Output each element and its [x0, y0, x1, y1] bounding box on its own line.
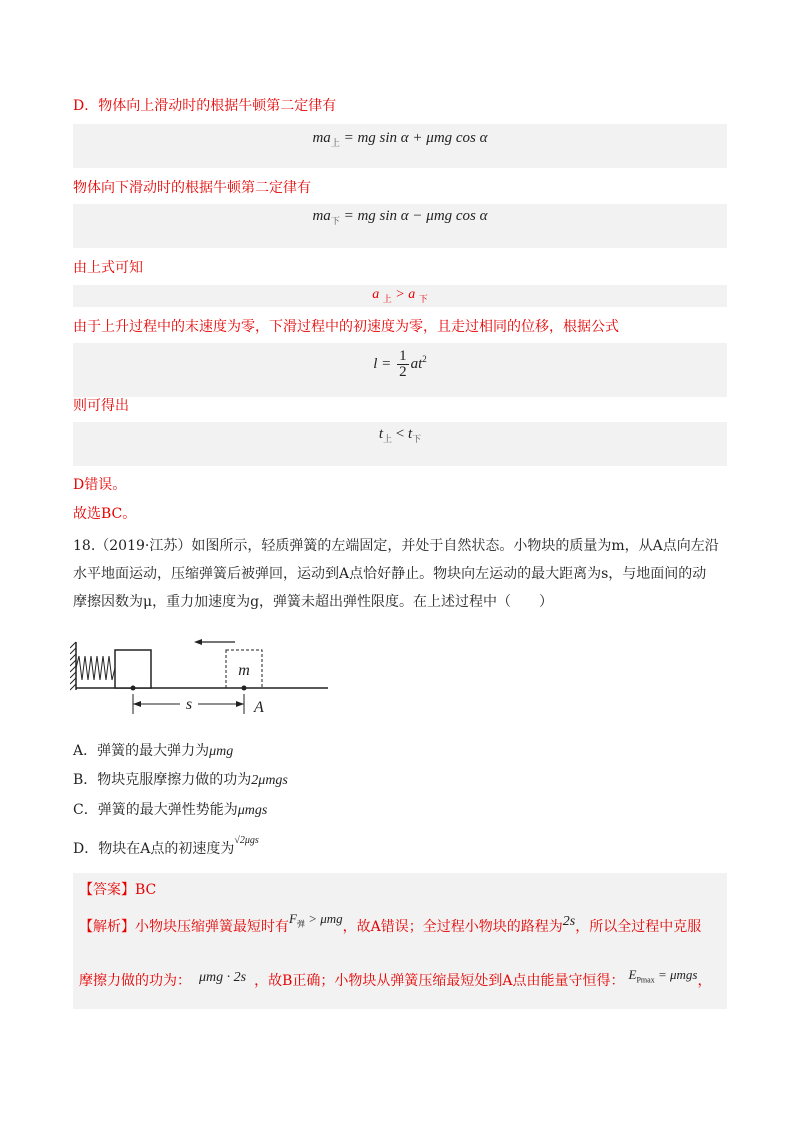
question-18: 18.（2019·江苏）如图所示，轻质弹簧的左端固定，并处于自然状态。小物块的质量为m，从A点向左沿 水平地面运动，压缩弹簧后被弹回，运动到A点恰好静止。物块向左运动的最大距离为s，与地面间的动 摩擦因数为μ，重力加速度为g，弹簧未超出弹性限度。在上述过程中（ ） — [73, 538, 719, 610]
option-a[interactable]: A．弹簧的最大弹力为μmg — [73, 743, 234, 759]
analysis-line-2: 摩擦力做的功为： μmg · 2s ，故B正确；小物块从弹簧压缩最短处到A点由能量守恒得： $E_{Pmax} = \mu mgs$， — [79, 967, 712, 989]
text-d-down: 物体向下滑动时的根据牛顿第二定律有 — [73, 180, 311, 196]
formula-box — [73, 343, 727, 397]
text-reason: 由于上升过程中的末速度为零，下滑过程中的初速度为零，且走过相同的位移，根据公式 — [73, 319, 619, 335]
time-box — [73, 422, 727, 466]
distance-label: s — [185, 696, 193, 713]
fraction-half: $\frac{1}{2}$ — [399, 348, 407, 380]
point-a — [242, 686, 247, 691]
text-conclude: 由上式可知 — [73, 260, 143, 276]
text-choose: 故选BC。 — [73, 506, 137, 522]
equation-box-2 — [73, 204, 727, 248]
analysis-line-1: 【解析】小物块压缩弹簧最短时有$F_弹 > \mu mg$，故A错误；全过程小物块的路程为2s，所以全过程中克服 — [79, 911, 702, 935]
inequality-box — [73, 285, 727, 307]
point-left — [131, 686, 136, 691]
formula-displacement: l = $\frac{1}{2}$ $at^2$ — [373, 348, 427, 380]
option-c[interactable]: C．弹簧的最大弹性势能为μmgs — [73, 802, 268, 818]
text-d-up: D．物体向上滑动时的根据牛顿第二定律有 — [73, 98, 337, 114]
text-result: 则可得出 — [73, 398, 129, 414]
text-d-wrong: D错误。 — [73, 477, 127, 493]
option-b[interactable]: B．物块克服摩擦力做的功为2μmgs — [73, 772, 288, 788]
sub-down: 下 — [330, 216, 340, 226]
arrow-head — [194, 639, 202, 645]
wall-hatch — [70, 642, 76, 690]
equation-up: $ma_上$ = mg sin α + μmg cos α — [312, 130, 488, 148]
inequality-a: a $_上$ > a $_下$ — [372, 287, 428, 304]
inequality-time: $t_上 < t_下$ — [378, 426, 422, 444]
answer-box — [73, 873, 727, 1009]
equation-down: $ma_下$ = mg sin α − μmg cos α — [312, 208, 488, 226]
equation-box-1 — [73, 124, 727, 168]
option-d[interactable]: D．物块在A点的初速度为$^{√2\mu gs}$ — [73, 835, 259, 857]
spring — [76, 656, 115, 680]
question-number: 18. — [73, 538, 96, 554]
spring-block-figure — [70, 632, 335, 722]
block-compressed — [115, 650, 151, 688]
mass-label: m — [238, 662, 250, 679]
sub-up: 上 — [330, 138, 340, 148]
point-a-label: A — [254, 699, 264, 716]
answer-line: 【答案】BC — [79, 882, 157, 898]
